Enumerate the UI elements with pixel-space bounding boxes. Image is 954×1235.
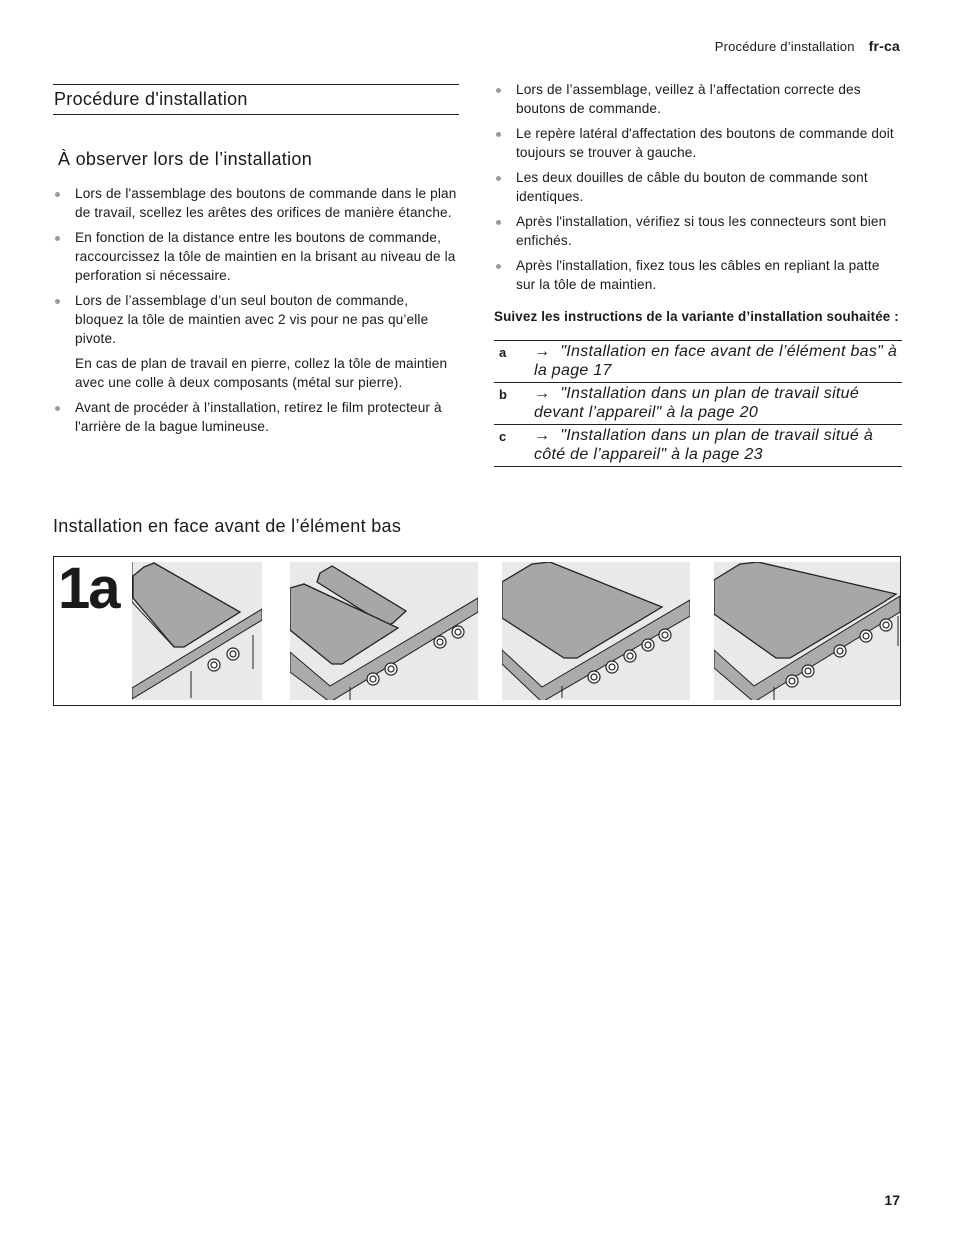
list-item-text: Avant de procéder à l’installation, retirez le film protecteur à l'arrière de la bague lumineuse. (75, 400, 442, 434)
bullet-icon (496, 88, 501, 93)
arrow-right-icon: → (534, 384, 551, 402)
list-item-note: En cas de plan de travail en pierre, collez la tôle de maintien avec une colle à deux composants (métal sur pierre). (75, 356, 448, 390)
list-item (53, 184, 459, 222)
variant-key: b (494, 382, 534, 424)
install-section-title: Installation en face avant de l’élément bas (53, 516, 402, 536)
bullet-icon (496, 264, 501, 269)
variant-key: c (494, 424, 534, 466)
table-row[interactable] (494, 424, 902, 466)
figure-1a (53, 556, 901, 706)
table-row[interactable] (494, 340, 902, 382)
variant-link[interactable] (534, 382, 902, 424)
list-item-text: Lors de l’assemblage, veillez à l’affectation correcte des boutons de commande. (516, 82, 861, 116)
variant-link[interactable] (534, 424, 902, 466)
bullet-icon (496, 176, 501, 181)
page-number: 17 (884, 1192, 900, 1208)
list-item (53, 291, 459, 392)
bullet-icon (496, 220, 501, 225)
arrow-right-icon: → (534, 342, 551, 360)
list-item-text: Après l'installation, vérifiez si tous les connecteurs sont bien enfichés. (516, 214, 887, 248)
list-item (53, 228, 459, 285)
variant-link-text[interactable]: "Installation en face avant de l’élément bas" à la page 17 (534, 342, 898, 379)
bullet-icon (496, 132, 501, 137)
list-item-text: Lors de l’assemblage d’un seul bouton de commande, bloquez la tôle de maintien avec 2 vis pour ne pas qu’elle pivote. (75, 293, 429, 346)
header-section-title: Procédure d’installation (714, 39, 855, 54)
section-title: Procédure d'installation (53, 84, 459, 115)
illustration-wide-cooktop (502, 562, 690, 700)
right-column (494, 80, 902, 467)
list-item (494, 80, 902, 118)
variant-table (494, 340, 902, 467)
left-bullet-list (53, 184, 459, 436)
header-language-code: fr-ca (868, 38, 900, 54)
list-item-text: Le repère latéral d'affectation des boutons de commande doit toujours se trouver à gauche. (516, 126, 894, 160)
variant-link-text[interactable]: "Installation dans un plan de travail situé à côté de l’appareil" à la page 23 (534, 426, 874, 463)
illustration-double-cooktop (290, 562, 478, 700)
list-item (494, 168, 902, 206)
bullet-icon (55, 192, 60, 197)
list-item (494, 256, 902, 294)
variant-link[interactable] (534, 340, 902, 382)
right-bullet-list (494, 80, 902, 294)
figure-label: 1a (58, 556, 119, 621)
illustration-wide-cooktop-split (714, 562, 900, 700)
bullet-icon (55, 406, 60, 411)
variant-link-text[interactable]: "Installation dans un plan de travail situé devant l’appareil" à la page 20 (534, 384, 860, 421)
list-item (494, 212, 902, 250)
list-item (53, 398, 459, 436)
instruction-note: Suivez les instructions de la variante d’installation souhaitée : (494, 309, 899, 324)
list-item-text: Après l'installation, fixez tous les câbles en repliant la patte sur la tôle de maintien. (516, 258, 880, 292)
bullet-icon (55, 299, 60, 304)
subsection-title: À observer lors de l’installation (58, 149, 313, 169)
arrow-right-icon: → (534, 426, 551, 444)
illustration-single-cooktop (132, 562, 262, 700)
list-item (494, 124, 902, 162)
table-row[interactable] (494, 382, 902, 424)
list-item-text: Lors de l'assemblage des boutons de commande dans le plan de travail, scellez les arêtes des orifices de manière étanche. (75, 186, 457, 220)
list-item-text: En fonction de la distance entre les boutons de commande, raccourcissez la tôle de maintien en la brisant au niveau de la perforation si nécessaire. (75, 230, 456, 283)
list-item-text: Les deux douilles de câble du bouton de commande sont identiques. (516, 170, 868, 204)
bullet-icon (55, 236, 60, 241)
running-header (715, 38, 900, 54)
variant-key: a (494, 340, 534, 382)
left-column (53, 84, 459, 442)
